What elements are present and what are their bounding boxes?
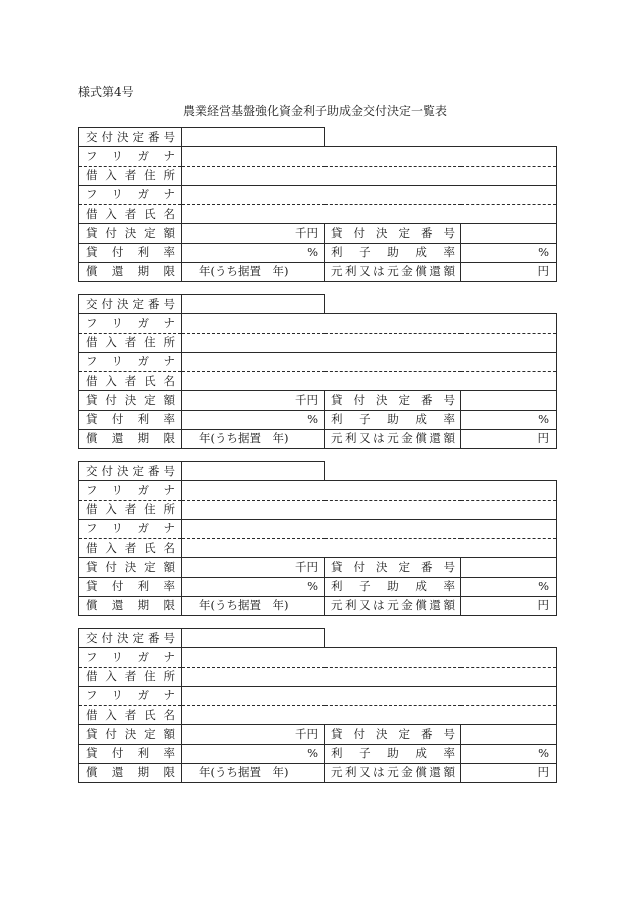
subsidy-rate-label: 利子助成率 [325, 744, 461, 763]
repayment-amount-unit: 円 [461, 429, 557, 448]
interest-rate-label: 貸付利率 [79, 744, 182, 763]
repayment-row [79, 596, 557, 615]
loan-record-table [78, 294, 557, 449]
name-furigana-label: フリガナ [79, 686, 182, 705]
name-furigana-row [79, 185, 557, 204]
page-title: 農業経営基盤強化資金利子助成金交付決定一覧表 [182, 104, 447, 118]
address-field [182, 500, 557, 519]
interest-rate-unit: % [182, 577, 325, 596]
interest-rate-label: 貸付利率 [79, 410, 182, 429]
repayment-period-value: 年(うち据置 年) [182, 429, 325, 448]
name-field [182, 706, 557, 725]
address-row [79, 500, 557, 519]
name-field [182, 372, 557, 391]
decision-number-field [182, 295, 325, 314]
repayment-period-label: 償還期限 [79, 596, 182, 615]
address-row [79, 166, 557, 185]
name-label: 借入者氏名 [79, 205, 182, 224]
repayment-period-value: 年(うち据置 年) [182, 763, 325, 782]
address-furigana-row [79, 147, 557, 166]
decision-number-field [182, 128, 325, 147]
loan-amount-label: 貸付決定額 [79, 224, 182, 243]
loan-amount-row [79, 391, 557, 410]
rate-row [79, 243, 557, 262]
address-label: 借入者住所 [79, 166, 182, 185]
address-furigana-row [79, 648, 557, 667]
repayment-period-label: 償還期限 [79, 763, 182, 782]
address-row [79, 333, 557, 352]
loan-record-block [78, 628, 556, 783]
subsidy-rate-unit: % [461, 243, 557, 262]
decision-number-label: 交付決定番号 [79, 629, 182, 648]
name-row [79, 706, 557, 725]
name-furigana-label: フリガナ [79, 185, 182, 204]
name-furigana-label: フリガナ [79, 519, 182, 538]
address-label: 借入者住所 [79, 333, 182, 352]
loan-amount-row [79, 224, 557, 243]
address-furigana-label: フリガナ [79, 481, 182, 500]
repayment-period-label: 償還期限 [79, 262, 182, 281]
address-furigana-field [182, 648, 557, 667]
loan-amount-unit: 千円 [182, 725, 325, 744]
name-furigana-row [79, 519, 557, 538]
loan-amount-label: 貸付決定額 [79, 725, 182, 744]
repayment-period-value: 年(うち据置 年) [182, 262, 325, 281]
address-furigana-row [79, 481, 557, 500]
decision-number-row [79, 128, 557, 147]
name-row [79, 372, 557, 391]
loan-record-block [78, 461, 556, 616]
name-row [79, 539, 557, 558]
repayment-row [79, 763, 557, 782]
interest-rate-label: 貸付利率 [79, 243, 182, 262]
blank-area [325, 295, 557, 314]
loan-amount-unit: 千円 [182, 391, 325, 410]
name-field [182, 205, 557, 224]
loan-record-table [78, 127, 557, 282]
interest-rate-label: 貸付利率 [79, 577, 182, 596]
name-furigana-field [182, 352, 557, 371]
blank-area [325, 462, 557, 481]
name-furigana-field [182, 519, 557, 538]
name-furigana-field [182, 686, 557, 705]
loan-record-block [78, 127, 556, 282]
subsidy-rate-unit: % [461, 577, 557, 596]
address-row [79, 667, 557, 686]
name-label: 借入者氏名 [79, 539, 182, 558]
subsidy-rate-unit: % [461, 410, 557, 429]
loan-amount-label: 貸付決定額 [79, 391, 182, 410]
decision-number-row [79, 295, 557, 314]
decision-number-row [79, 629, 557, 648]
loan-decision-number-field [461, 224, 557, 243]
loan-decision-number-field [461, 558, 557, 577]
name-furigana-row [79, 686, 557, 705]
loan-decision-number-label: 貸付決定番号 [325, 391, 461, 410]
decision-number-row [79, 462, 557, 481]
repayment-row [79, 262, 557, 281]
name-furigana-row [79, 352, 557, 371]
name-field [182, 539, 557, 558]
loan-decision-number-field [461, 725, 557, 744]
loan-record-table [78, 461, 557, 616]
loan-record-table [78, 628, 557, 783]
subsidy-rate-unit: % [461, 744, 557, 763]
repayment-amount-label: 元利又は元金償還額 [325, 262, 461, 281]
repayment-amount-label: 元利又は元金償還額 [325, 596, 461, 615]
repayment-amount-unit: 円 [461, 763, 557, 782]
blank-area [325, 128, 557, 147]
address-furigana-row [79, 314, 557, 333]
loan-amount-unit: 千円 [182, 558, 325, 577]
loan-decision-number-field [461, 391, 557, 410]
name-label: 借入者氏名 [79, 706, 182, 725]
repayment-amount-unit: 円 [461, 262, 557, 281]
decision-number-field [182, 629, 325, 648]
loan-record-block [78, 294, 556, 449]
repayment-row [79, 429, 557, 448]
blank-area [325, 629, 557, 648]
rate-row [79, 410, 557, 429]
repayment-period-value: 年(うち据置 年) [182, 596, 325, 615]
address-furigana-label: フリガナ [79, 147, 182, 166]
address-field [182, 166, 557, 185]
loan-decision-number-label: 貸付決定番号 [325, 224, 461, 243]
loan-decision-number-label: 貸付決定番号 [325, 725, 461, 744]
loan-amount-row [79, 558, 557, 577]
address-furigana-field [182, 314, 557, 333]
name-row [79, 205, 557, 224]
repayment-amount-unit: 円 [461, 596, 557, 615]
loan-decision-number-label: 貸付決定番号 [325, 558, 461, 577]
address-label: 借入者住所 [79, 667, 182, 686]
decision-number-field [182, 462, 325, 481]
rate-row [79, 577, 557, 596]
address-furigana-field [182, 481, 557, 500]
interest-rate-unit: % [182, 744, 325, 763]
name-label: 借入者氏名 [79, 372, 182, 391]
address-field [182, 333, 557, 352]
subsidy-rate-label: 利子助成率 [325, 577, 461, 596]
subsidy-rate-label: 利子助成率 [325, 243, 461, 262]
subsidy-rate-label: 利子助成率 [325, 410, 461, 429]
repayment-amount-label: 元利又は元金償還額 [325, 763, 461, 782]
address-field [182, 667, 557, 686]
decision-number-label: 交付決定番号 [79, 462, 182, 481]
loan-amount-label: 貸付決定額 [79, 558, 182, 577]
interest-rate-unit: % [182, 243, 325, 262]
name-furigana-label: フリガナ [79, 352, 182, 371]
address-label: 借入者住所 [79, 500, 182, 519]
repayment-period-label: 償還期限 [79, 429, 182, 448]
decision-number-label: 交付決定番号 [79, 128, 182, 147]
decision-number-label: 交付決定番号 [79, 295, 182, 314]
name-furigana-field [182, 185, 557, 204]
address-furigana-label: フリガナ [79, 314, 182, 333]
loan-amount-unit: 千円 [182, 224, 325, 243]
repayment-amount-label: 元利又は元金償還額 [325, 429, 461, 448]
loan-amount-row [79, 725, 557, 744]
interest-rate-unit: % [182, 410, 325, 429]
address-furigana-field [182, 147, 557, 166]
address-furigana-label: フリガナ [79, 648, 182, 667]
rate-row [79, 744, 557, 763]
form-number: 様式第4号 [78, 85, 134, 99]
